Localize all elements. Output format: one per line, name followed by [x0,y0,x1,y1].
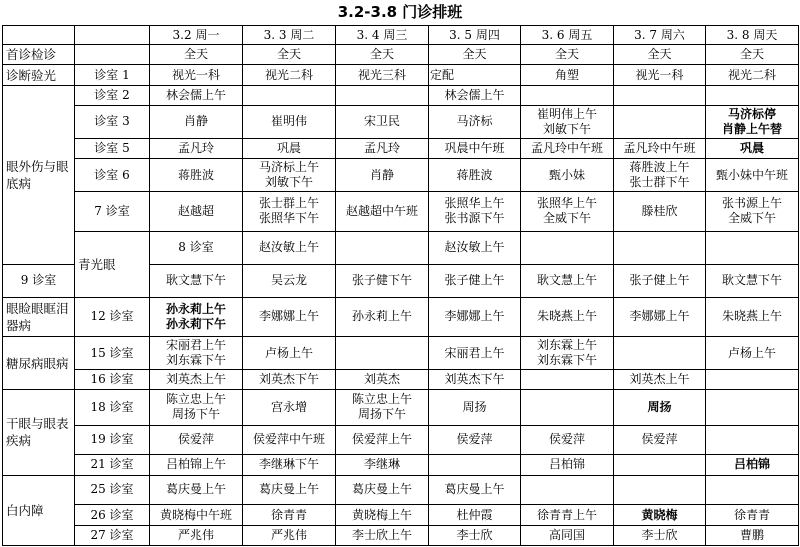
shift-entry: 周扬 [647,399,672,414]
shift-entry: 蒋胜波上午 [629,160,690,175]
shift-entry: 马济标停 [727,106,776,121]
room-cell: 26 诊室 [75,505,150,525]
shift-cell [150,390,243,425]
shift-entry: 李士欣 [456,527,493,542]
shift-entry: 耿文慧上午 [536,273,597,288]
shift-cell [336,505,429,525]
shift-cell [243,138,336,158]
shift-entry: 定配 [430,67,455,82]
shift-entry: 曹鹏 [739,527,764,542]
shift-entry: 孙永莉下午 [165,316,226,331]
shift-cell [243,425,336,455]
shift-entry: 视光二科 [727,67,776,82]
shift-entry: 肖静上午替 [721,121,782,136]
shift-cell [336,425,429,455]
shift-cell [521,297,614,336]
shift-entry: 崔明伟 [270,114,307,129]
shift-cell [336,138,429,158]
shift-entry: 甄小妹中午班 [715,167,788,182]
department-cell: 糖尿病眼病 [3,337,75,390]
shift-entry: 林会儒上午 [444,87,505,102]
shift-entry: 巩晨 [276,141,301,156]
shift-cell [429,390,521,425]
shift-entry: 角塑 [554,67,579,82]
schedule-row [3,65,799,85]
shift-cell [521,231,614,264]
shift-entry: 侯爱萍中午班 [252,432,325,447]
department-cell: 首诊检诊 [3,45,75,65]
shift-cell [243,85,336,105]
shift-entry: 宫永增 [270,399,307,414]
shift-entry: 宋丽君上午 [165,338,226,353]
schedule-table [2,25,799,546]
shift-cell [243,192,336,231]
room-cell: 18 诊室 [75,390,150,425]
shift-entry: 巩晨中午班 [444,141,505,156]
shift-cell [521,159,614,192]
schedule-row [3,475,799,505]
shift-cell [243,65,336,85]
shift-entry: 高同国 [548,527,585,542]
shift-entry: 视光三科 [357,67,406,82]
shift-cell [614,231,706,264]
shift-entry: 张子健下午 [351,273,412,288]
shift-entry: 侯爱萍 [641,432,678,447]
department-cell: 干眼与眼表疾病 [3,390,75,475]
shift-cell [521,475,614,505]
shift-cell [429,231,521,264]
shift-cell [336,105,429,138]
shift-cell [336,525,429,545]
shift-cell [706,337,799,370]
day-header: 3. 7 周六 [614,26,706,45]
shift-entry: 赵越超中午班 [345,203,418,218]
shift-cell [429,85,521,105]
shift-cell [614,65,706,85]
shift-cell [336,231,429,264]
room-cell [75,45,150,65]
schedule-row [3,297,799,336]
schedule-row [3,231,799,264]
shift-entry: 赵越超 [177,203,214,218]
corner-cell [75,26,150,45]
shift-cell [243,390,336,425]
shift-cell [521,45,614,65]
shift-entry: 蒋胜波 [456,167,493,182]
shift-entry: 肖静 [183,114,208,129]
shift-cell [706,475,799,505]
day-header: 3. 6 周五 [521,26,614,45]
day-header: 3.2 周一 [150,26,243,45]
shift-entry: 刘东霖上午 [536,338,597,353]
shift-cell [521,425,614,455]
shift-entry: 马济标上午 [258,160,319,175]
schedule-row [3,138,799,158]
schedule-row [3,455,799,475]
room-cell: 诊室 1 [75,65,150,85]
shift-entry: 李娜娜上午 [444,309,505,324]
shift-cell [614,525,706,545]
shift-cell [429,159,521,192]
shift-entry: 葛庆曼上午 [258,482,319,497]
shift-entry: 全威下午 [727,211,776,226]
shift-cell [614,159,706,192]
schedule-row [3,370,799,390]
room-cell: 诊室 3 [75,105,150,138]
shift-entry: 李娜娜上午 [629,309,690,324]
shift-entry: 孟凡玲中午班 [623,141,696,156]
shift-cell [429,45,521,65]
shift-entry: 刘英杰 [363,372,400,387]
shift-cell [150,138,243,158]
shift-cell [429,264,521,297]
shift-cell [706,525,799,545]
shift-cell [706,65,799,85]
shift-cell [521,455,614,475]
shift-cell [521,390,614,425]
shift-entry: 刘东霖下午 [536,353,597,368]
shift-entry: 全威下午 [542,211,591,226]
shift-entry: 肖静 [369,167,394,182]
shift-entry: 耿文慧下午 [721,273,782,288]
shift-cell [614,370,706,390]
shift-entry: 刘东霖下午 [165,353,226,368]
schedule-row [3,505,799,525]
shift-entry: 林会儒上午 [165,87,226,102]
shift-entry: 马济标 [456,114,493,129]
shift-cell [150,525,243,545]
shift-cell [614,138,706,158]
shift-entry: 周扬下午 [357,407,406,422]
corner-cell [3,26,75,45]
schedule-row [3,192,799,231]
department-cell: 青光眼 [75,231,150,297]
room-cell: 15 诊室 [75,337,150,370]
shift-cell [614,45,706,65]
shift-entry: 李士欣上午 [351,527,412,542]
shift-entry: 蒋胜波 [177,167,214,182]
shift-entry: 张书源上午 [721,196,782,211]
shift-cell [706,231,799,264]
shift-entry: 侯爱萍 [548,432,585,447]
day-header: 3. 8 周天 [706,26,799,45]
shift-entry: 全天 [462,47,487,62]
shift-entry: 孙永莉上午 [351,309,412,324]
department-cell: 诊断验光 [3,65,75,85]
room-cell: 12 诊室 [75,297,150,336]
shift-entry: 李继琳下午 [258,457,319,472]
shift-cell [614,337,706,370]
shift-entry: 严兆伟 [177,527,214,542]
shift-cell [521,370,614,390]
shift-entry: 张士群上午 [258,196,319,211]
shift-cell [336,65,429,85]
shift-entry: 张子健上午 [629,273,690,288]
shift-cell [429,455,521,475]
shift-entry: 巩晨 [739,141,764,156]
shift-entry: 葛庆曼上午 [444,482,505,497]
department-cell: 眼睑眼眶泪器病 [3,297,75,336]
shift-entry: 卢杨上午 [264,345,313,360]
shift-cell [336,475,429,505]
shift-cell [614,85,706,105]
schedule-row [3,425,799,455]
shift-cell [243,525,336,545]
schedule-row [3,105,799,138]
shift-entry: 李娜娜上午 [258,309,319,324]
shift-cell [429,337,521,370]
shift-cell [521,337,614,370]
shift-cell [614,264,706,297]
shift-entry: 赵汝敏上午 [258,240,319,255]
shift-cell [429,425,521,455]
shift-cell [521,138,614,158]
shift-entry: 刘英杰上午 [165,372,226,387]
shift-entry: 葛庆曼上午 [165,482,226,497]
shift-cell [429,525,521,545]
shift-cell [336,370,429,390]
day-header: 3. 5 周四 [429,26,521,45]
shift-entry: 吕柏锦 [548,457,585,472]
day-header: 3. 4 周三 [336,26,429,45]
shift-entry: 侯爱萍上午 [351,432,412,447]
room-cell: 8 诊室 [150,231,243,264]
shift-cell [614,425,706,455]
shift-cell [150,192,243,231]
shift-entry: 视光二科 [264,67,313,82]
room-cell: 27 诊室 [75,525,150,545]
shift-entry: 全天 [554,47,579,62]
shift-entry: 张书源下午 [444,211,505,226]
schedule-row [3,159,799,192]
shift-entry: 周扬下午 [171,407,220,422]
shift-entry: 严兆伟 [270,527,307,542]
shift-entry: 李继琳 [363,457,400,472]
shift-cell [243,264,336,297]
shift-cell [706,159,799,192]
shift-entry: 全天 [369,47,394,62]
shift-entry: 李士欣 [641,527,678,542]
shift-entry: 宋卫民 [363,114,400,129]
shift-cell [521,264,614,297]
shift-cell [614,105,706,138]
shift-cell [429,65,521,85]
shift-cell [150,505,243,525]
schedule-row [3,85,799,105]
shift-entry: 刘英杰下午 [258,372,319,387]
shift-cell [706,370,799,390]
shift-cell [336,264,429,297]
shift-entry: 朱晓燕上午 [721,309,782,324]
shift-cell [706,390,799,425]
shift-cell [336,297,429,336]
shift-cell [243,159,336,192]
shift-cell [706,105,799,138]
shift-cell [521,525,614,545]
shift-entry: 孟凡玲 [363,141,400,156]
shift-cell [150,370,243,390]
shift-cell [150,65,243,85]
room-cell: 7 诊室 [75,192,150,231]
shift-entry: 全天 [183,47,208,62]
schedule-row [3,525,799,545]
shift-entry: 徐青青上午 [536,507,597,522]
shift-entry: 张照华上午 [444,196,505,211]
shift-cell [150,455,243,475]
shift-cell [336,390,429,425]
room-cell: 16 诊室 [75,370,150,390]
shift-entry: 全天 [276,47,301,62]
shift-cell [521,65,614,85]
room-cell: 9 诊室 [3,264,75,297]
shift-entry: 黄晓梅 [641,507,678,522]
shift-entry: 周扬 [462,399,487,414]
room-cell: 诊室 2 [75,85,150,105]
shift-entry: 侯爱萍 [177,432,214,447]
shift-cell [150,159,243,192]
shift-cell [614,297,706,336]
shift-cell [521,105,614,138]
shift-entry: 视光一科 [635,67,684,82]
shift-cell [243,105,336,138]
shift-cell [336,159,429,192]
shift-cell [243,370,336,390]
shift-cell [150,425,243,455]
shift-entry: 甄小妹 [548,167,585,182]
shift-cell [706,505,799,525]
shift-cell [150,475,243,505]
shift-entry: 孟凡玲 [177,141,214,156]
shift-cell [706,85,799,105]
shift-cell [614,455,706,475]
shift-entry: 滕桂欣 [641,203,678,218]
shift-entry: 全天 [647,47,672,62]
shift-entry: 吕柏锦上午 [165,457,226,472]
shift-entry: 孟凡玲中午班 [530,141,603,156]
shift-entry: 刘英杰上午 [629,372,690,387]
shift-entry: 孙永莉上午 [165,301,226,316]
shift-cell [243,45,336,65]
room-cell: 19 诊室 [75,425,150,455]
shift-cell [150,337,243,370]
shift-entry: 侯爱萍 [456,432,493,447]
shift-cell [243,297,336,336]
shift-cell [243,455,336,475]
room-cell: 21 诊室 [75,455,150,475]
shift-cell [150,297,243,336]
shift-cell [429,105,521,138]
room-cell: 诊室 5 [75,138,150,158]
shift-cell [150,264,243,297]
shift-entry: 杜仲霞 [456,507,493,522]
shift-cell [706,138,799,158]
shift-cell [614,390,706,425]
department-cell: 眼外伤与眼底病 [3,85,75,264]
shift-entry: 崔明伟上午 [536,106,597,121]
schedule-row [3,390,799,425]
page-title: 3.2-3.8 门诊排班 [337,3,463,21]
shift-cell [429,505,521,525]
shift-entry: 张子健上午 [444,273,505,288]
room-cell: 诊室 6 [75,159,150,192]
shift-entry: 视光一科 [171,67,220,82]
shift-cell [336,192,429,231]
shift-cell [150,45,243,65]
shift-cell [336,45,429,65]
shift-entry: 张照华下午 [258,211,319,226]
shift-entry: 赵汝敏上午 [444,240,505,255]
shift-entry: 耿文慧下午 [165,273,226,288]
shift-cell [521,192,614,231]
shift-entry: 陈立忠上午 [351,392,412,407]
shift-entry: 葛庆曼上午 [351,482,412,497]
shift-cell [150,105,243,138]
shift-entry: 张士群下午 [629,175,690,190]
shift-entry: 刘敏下午 [542,121,591,136]
shift-entry: 卢杨上午 [727,345,776,360]
shift-cell [614,192,706,231]
shift-entry: 张照华上午 [536,196,597,211]
shift-cell [706,45,799,65]
room-cell: 25 诊室 [75,475,150,505]
shift-cell [336,85,429,105]
shift-cell [706,455,799,475]
header-row [3,26,799,45]
shift-entry: 刘英杰下午 [444,372,505,387]
shift-cell [243,475,336,505]
shift-entry: 刘敏下午 [264,175,313,190]
department-cell: 白内障 [3,475,75,545]
shift-cell [429,475,521,505]
shift-entry: 徐青青 [270,507,307,522]
shift-cell [429,297,521,336]
shift-cell [614,475,706,505]
shift-cell [429,138,521,158]
day-header: 3. 3 周二 [243,26,336,45]
shift-entry: 宋丽君上午 [444,345,505,360]
shift-entry: 陈立忠上午 [165,392,226,407]
shift-cell [150,85,243,105]
shift-entry: 吴云龙 [270,273,307,288]
shift-cell [243,231,336,264]
shift-cell [336,455,429,475]
shift-entry: 朱晓燕上午 [536,309,597,324]
shift-cell [243,337,336,370]
shift-cell [706,425,799,455]
shift-cell [614,505,706,525]
shift-cell [429,370,521,390]
shift-cell [243,505,336,525]
shift-cell [706,297,799,336]
shift-cell [706,264,799,297]
shift-cell [336,337,429,370]
shift-entry: 吕柏锦 [733,457,770,472]
shift-cell [521,85,614,105]
shift-entry: 黄晓梅上午 [351,507,412,522]
schedule-row [3,337,799,370]
shift-entry: 徐青青 [733,507,770,522]
shift-entry: 黄晓梅中午班 [159,507,232,522]
shift-cell [521,505,614,525]
shift-cell [706,192,799,231]
shift-cell [429,192,521,231]
schedule-row [3,45,799,65]
shift-entry: 全天 [739,47,764,62]
